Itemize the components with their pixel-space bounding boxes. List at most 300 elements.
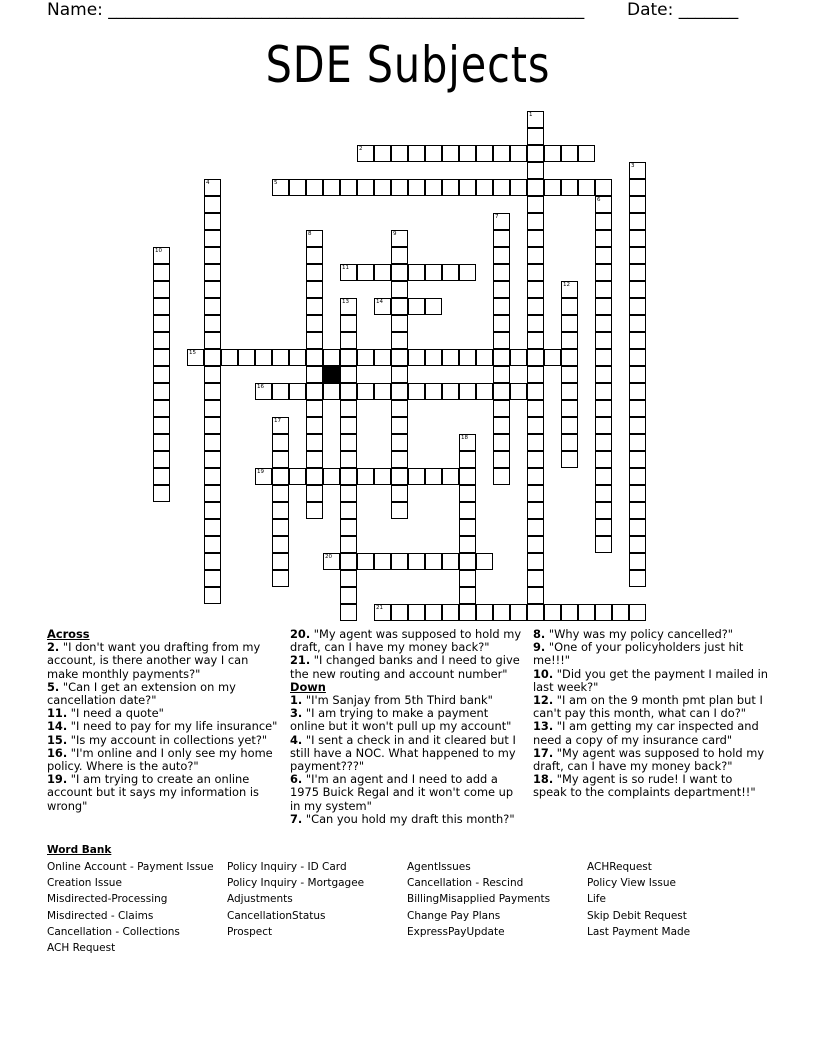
grid-cell[interactable] <box>204 213 221 230</box>
grid-cell[interactable] <box>238 349 255 366</box>
grid-cell[interactable] <box>442 179 459 196</box>
grid-cell[interactable] <box>204 417 221 434</box>
grid-cell[interactable] <box>527 451 544 468</box>
grid-cell[interactable] <box>442 349 459 366</box>
grid-cell[interactable] <box>561 315 578 332</box>
grid-cell[interactable] <box>578 145 595 162</box>
grid-cell[interactable] <box>306 349 323 366</box>
grid-cell[interactable] <box>595 196 612 213</box>
grid-cell[interactable] <box>629 417 646 434</box>
grid-cell[interactable] <box>493 281 510 298</box>
grid-cell[interactable] <box>595 485 612 502</box>
grid-cell[interactable] <box>408 145 425 162</box>
grid-cell[interactable] <box>629 553 646 570</box>
grid-cell[interactable] <box>204 298 221 315</box>
grid-cell[interactable] <box>629 230 646 247</box>
grid-cell[interactable] <box>340 434 357 451</box>
grid-cell[interactable] <box>442 383 459 400</box>
grid-cell[interactable] <box>595 298 612 315</box>
grid-cell[interactable] <box>340 553 357 570</box>
grid-cell[interactable] <box>306 298 323 315</box>
grid-cell[interactable] <box>510 349 527 366</box>
grid-cell[interactable] <box>391 553 408 570</box>
grid-cell[interactable] <box>459 264 476 281</box>
grid-cell[interactable] <box>561 298 578 315</box>
grid-cell[interactable] <box>425 468 442 485</box>
grid-cell[interactable] <box>255 383 272 400</box>
grid-cell[interactable] <box>391 400 408 417</box>
grid-cell[interactable] <box>340 400 357 417</box>
grid-cell[interactable] <box>527 264 544 281</box>
grid-cell[interactable] <box>340 315 357 332</box>
grid-cell[interactable] <box>493 315 510 332</box>
grid-cell[interactable] <box>595 417 612 434</box>
grid-cell[interactable] <box>561 383 578 400</box>
grid-cell[interactable] <box>493 451 510 468</box>
grid-cell[interactable] <box>442 604 459 621</box>
grid-cell[interactable] <box>391 434 408 451</box>
grid-cell[interactable] <box>595 451 612 468</box>
grid-cell[interactable] <box>629 298 646 315</box>
grid-cell[interactable] <box>629 162 646 179</box>
grid-cell[interactable] <box>306 264 323 281</box>
grid-cell[interactable] <box>204 468 221 485</box>
grid-cell[interactable] <box>153 383 170 400</box>
grid-cell[interactable] <box>527 281 544 298</box>
grid-cell[interactable] <box>272 451 289 468</box>
grid-cell[interactable] <box>408 604 425 621</box>
grid-cell[interactable] <box>272 553 289 570</box>
grid-cell[interactable] <box>595 315 612 332</box>
grid-cell[interactable] <box>391 502 408 519</box>
grid-cell[interactable] <box>459 587 476 604</box>
grid-cell[interactable] <box>340 417 357 434</box>
grid-cell[interactable] <box>595 247 612 264</box>
grid-cell[interactable] <box>153 349 170 366</box>
grid-cell[interactable] <box>629 519 646 536</box>
grid-cell[interactable] <box>425 553 442 570</box>
grid-cell[interactable] <box>578 179 595 196</box>
grid-cell[interactable] <box>595 230 612 247</box>
grid-cell[interactable] <box>459 349 476 366</box>
grid-cell[interactable] <box>306 468 323 485</box>
grid-cell[interactable] <box>391 298 408 315</box>
grid-cell[interactable] <box>289 468 306 485</box>
grid-cell[interactable] <box>306 179 323 196</box>
grid-cell[interactable] <box>204 315 221 332</box>
grid-cell[interactable] <box>459 485 476 502</box>
grid-cell[interactable] <box>629 247 646 264</box>
grid-cell[interactable] <box>561 417 578 434</box>
grid-cell[interactable] <box>272 349 289 366</box>
grid-cell[interactable] <box>153 468 170 485</box>
grid-cell[interactable] <box>340 502 357 519</box>
grid-cell[interactable] <box>153 434 170 451</box>
grid-cell[interactable] <box>391 315 408 332</box>
grid-cell[interactable] <box>340 468 357 485</box>
grid-cell[interactable] <box>153 315 170 332</box>
grid-cell[interactable] <box>527 315 544 332</box>
grid-cell[interactable] <box>323 349 340 366</box>
grid-cell[interactable] <box>510 383 527 400</box>
grid-cell[interactable] <box>323 468 340 485</box>
grid-cell[interactable] <box>374 383 391 400</box>
grid-cell[interactable] <box>408 349 425 366</box>
grid-cell[interactable] <box>289 179 306 196</box>
grid-cell[interactable] <box>272 536 289 553</box>
grid-cell[interactable] <box>561 400 578 417</box>
grid-cell[interactable] <box>153 247 170 264</box>
grid-cell[interactable] <box>391 179 408 196</box>
grid-cell[interactable] <box>306 315 323 332</box>
grid-cell[interactable] <box>459 553 476 570</box>
grid-cell[interactable] <box>340 519 357 536</box>
grid-cell[interactable] <box>391 417 408 434</box>
grid-cell[interactable] <box>578 604 595 621</box>
grid-cell[interactable] <box>408 298 425 315</box>
grid-cell[interactable] <box>272 434 289 451</box>
grid-cell[interactable] <box>425 298 442 315</box>
grid-cell[interactable] <box>595 213 612 230</box>
grid-cell[interactable] <box>425 179 442 196</box>
grid-cell[interactable] <box>527 162 544 179</box>
grid-cell[interactable] <box>527 366 544 383</box>
grid-cell[interactable] <box>629 196 646 213</box>
grid-cell[interactable] <box>629 179 646 196</box>
grid-cell[interactable] <box>629 570 646 587</box>
grid-cell[interactable] <box>204 553 221 570</box>
grid-cell[interactable] <box>340 570 357 587</box>
grid-cell[interactable] <box>391 264 408 281</box>
grid-cell[interactable] <box>561 434 578 451</box>
grid-cell[interactable] <box>153 417 170 434</box>
grid-cell[interactable] <box>153 281 170 298</box>
grid-cell[interactable] <box>527 604 544 621</box>
grid-cell[interactable] <box>442 553 459 570</box>
grid-cell[interactable] <box>340 604 357 621</box>
grid-cell[interactable] <box>204 332 221 349</box>
grid-cell[interactable] <box>374 145 391 162</box>
grid-cell[interactable] <box>408 468 425 485</box>
grid-cell[interactable] <box>340 366 357 383</box>
grid-cell[interactable] <box>204 179 221 196</box>
grid-cell[interactable] <box>527 519 544 536</box>
grid-cell[interactable] <box>561 349 578 366</box>
grid-cell[interactable] <box>272 570 289 587</box>
grid-cell[interactable] <box>357 468 374 485</box>
grid-cell[interactable] <box>527 145 544 162</box>
grid-cell[interactable] <box>493 417 510 434</box>
grid-cell[interactable] <box>340 536 357 553</box>
grid-cell[interactable] <box>357 264 374 281</box>
grid-cell[interactable] <box>476 604 493 621</box>
grid-cell[interactable] <box>340 264 357 281</box>
grid-cell[interactable] <box>510 145 527 162</box>
grid-cell[interactable] <box>255 468 272 485</box>
grid-cell[interactable] <box>391 485 408 502</box>
grid-cell[interactable] <box>459 570 476 587</box>
grid-cell[interactable] <box>391 604 408 621</box>
grid-cell[interactable] <box>544 349 561 366</box>
grid-cell[interactable] <box>527 553 544 570</box>
grid-cell[interactable] <box>527 298 544 315</box>
grid-cell[interactable] <box>527 468 544 485</box>
grid-cell[interactable] <box>629 400 646 417</box>
grid-cell[interactable] <box>204 383 221 400</box>
grid-cell[interactable] <box>374 298 391 315</box>
grid-cell[interactable] <box>493 383 510 400</box>
grid-cell[interactable] <box>459 519 476 536</box>
grid-cell[interactable] <box>357 383 374 400</box>
grid-cell[interactable] <box>629 434 646 451</box>
grid-cell[interactable] <box>476 553 493 570</box>
grid-cell[interactable] <box>204 400 221 417</box>
grid-cell[interactable] <box>391 366 408 383</box>
grid-cell[interactable] <box>629 281 646 298</box>
grid-cell[interactable] <box>595 502 612 519</box>
grid-cell[interactable] <box>408 264 425 281</box>
grid-cell[interactable] <box>255 349 272 366</box>
grid-cell[interactable] <box>493 604 510 621</box>
grid-cell[interactable] <box>289 383 306 400</box>
grid-cell[interactable] <box>306 434 323 451</box>
grid-cell[interactable] <box>187 349 204 366</box>
grid-cell[interactable] <box>408 383 425 400</box>
grid-cell[interactable] <box>323 179 340 196</box>
grid-cell[interactable] <box>527 213 544 230</box>
grid-cell[interactable] <box>306 247 323 264</box>
grid-cell[interactable] <box>527 485 544 502</box>
grid-cell[interactable] <box>204 434 221 451</box>
grid-cell[interactable] <box>374 468 391 485</box>
grid-cell[interactable] <box>510 179 527 196</box>
grid-cell[interactable] <box>629 315 646 332</box>
grid-cell[interactable] <box>204 349 221 366</box>
grid-cell[interactable] <box>204 519 221 536</box>
grid-cell[interactable] <box>493 145 510 162</box>
grid-cell[interactable] <box>493 400 510 417</box>
grid-cell[interactable] <box>544 179 561 196</box>
grid-cell[interactable] <box>527 502 544 519</box>
grid-cell[interactable] <box>561 332 578 349</box>
grid-cell[interactable] <box>204 366 221 383</box>
grid-cell[interactable] <box>340 485 357 502</box>
grid-cell[interactable] <box>629 383 646 400</box>
grid-cell[interactable] <box>153 366 170 383</box>
grid-cell[interactable] <box>340 383 357 400</box>
grid-cell[interactable] <box>544 145 561 162</box>
grid-cell[interactable] <box>204 451 221 468</box>
grid-cell[interactable] <box>391 349 408 366</box>
grid-cell[interactable] <box>459 179 476 196</box>
grid-cell[interactable] <box>374 553 391 570</box>
grid-cell[interactable] <box>459 468 476 485</box>
grid-cell[interactable] <box>204 230 221 247</box>
grid-cell[interactable] <box>323 553 340 570</box>
grid-cell[interactable] <box>493 247 510 264</box>
grid-cell[interactable] <box>306 332 323 349</box>
grid-cell[interactable] <box>306 281 323 298</box>
grid-cell[interactable] <box>527 587 544 604</box>
grid-cell[interactable] <box>459 604 476 621</box>
grid-cell[interactable] <box>595 179 612 196</box>
grid-cell[interactable] <box>391 247 408 264</box>
grid-cell[interactable] <box>204 196 221 213</box>
grid-cell[interactable] <box>527 400 544 417</box>
grid-cell[interactable] <box>527 417 544 434</box>
grid-cell[interactable] <box>595 383 612 400</box>
grid-cell[interactable] <box>510 604 527 621</box>
grid-cell[interactable] <box>629 536 646 553</box>
grid-cell[interactable] <box>442 145 459 162</box>
grid-cell[interactable] <box>153 332 170 349</box>
grid-cell[interactable] <box>153 451 170 468</box>
grid-cell[interactable] <box>306 383 323 400</box>
grid-cell[interactable] <box>459 383 476 400</box>
grid-cell[interactable] <box>595 434 612 451</box>
grid-cell[interactable] <box>425 264 442 281</box>
grid-cell[interactable] <box>493 264 510 281</box>
grid-cell[interactable] <box>204 485 221 502</box>
grid-cell[interactable] <box>595 332 612 349</box>
grid-cell[interactable] <box>629 213 646 230</box>
grid-cell[interactable] <box>340 179 357 196</box>
grid-cell[interactable] <box>527 247 544 264</box>
grid-cell[interactable] <box>527 179 544 196</box>
grid-cell[interactable] <box>153 264 170 281</box>
grid-cell[interactable] <box>374 179 391 196</box>
grid-cell[interactable] <box>527 332 544 349</box>
grid-cell[interactable] <box>272 179 289 196</box>
grid-cell[interactable] <box>544 604 561 621</box>
grid-cell[interactable] <box>391 332 408 349</box>
grid-cell[interactable] <box>561 179 578 196</box>
grid-cell[interactable] <box>340 349 357 366</box>
grid-cell[interactable] <box>476 349 493 366</box>
grid-cell[interactable] <box>391 468 408 485</box>
grid-cell[interactable] <box>629 366 646 383</box>
grid-cell[interactable] <box>459 145 476 162</box>
grid-cell[interactable] <box>391 281 408 298</box>
grid-cell[interactable] <box>493 230 510 247</box>
grid-cell[interactable] <box>595 519 612 536</box>
grid-cell[interactable] <box>442 264 459 281</box>
grid-cell[interactable] <box>527 196 544 213</box>
grid-cell[interactable] <box>340 587 357 604</box>
grid-cell[interactable] <box>561 281 578 298</box>
grid-cell[interactable] <box>629 502 646 519</box>
grid-cell[interactable] <box>493 366 510 383</box>
grid-cell[interactable] <box>204 264 221 281</box>
grid-cell[interactable] <box>527 536 544 553</box>
grid-cell[interactable] <box>476 179 493 196</box>
grid-cell[interactable] <box>374 349 391 366</box>
grid-cell[interactable] <box>272 485 289 502</box>
grid-cell[interactable] <box>595 536 612 553</box>
grid-cell[interactable] <box>204 281 221 298</box>
grid-cell[interactable] <box>595 400 612 417</box>
grid-cell[interactable] <box>595 468 612 485</box>
grid-cell[interactable] <box>425 604 442 621</box>
grid-cell[interactable] <box>629 485 646 502</box>
grid-cell[interactable] <box>595 264 612 281</box>
grid-cell[interactable] <box>391 383 408 400</box>
grid-cell[interactable] <box>527 434 544 451</box>
grid-cell[interactable] <box>357 145 374 162</box>
grid-cell[interactable] <box>561 145 578 162</box>
grid-cell[interactable] <box>272 417 289 434</box>
grid-cell[interactable] <box>595 366 612 383</box>
grid-cell[interactable] <box>153 485 170 502</box>
grid-cell[interactable] <box>374 264 391 281</box>
grid-cell[interactable] <box>357 179 374 196</box>
grid-cell[interactable] <box>459 451 476 468</box>
grid-cell[interactable] <box>306 485 323 502</box>
grid-cell[interactable] <box>306 230 323 247</box>
grid-cell[interactable] <box>408 179 425 196</box>
grid-cell[interactable] <box>340 298 357 315</box>
grid-cell[interactable] <box>493 434 510 451</box>
grid-cell[interactable] <box>493 468 510 485</box>
grid-cell[interactable] <box>289 349 306 366</box>
grid-cell[interactable] <box>391 145 408 162</box>
grid-cell[interactable] <box>374 604 391 621</box>
grid-cell[interactable] <box>306 400 323 417</box>
grid-cell[interactable] <box>153 400 170 417</box>
grid-cell[interactable] <box>425 383 442 400</box>
grid-cell[interactable] <box>459 434 476 451</box>
grid-cell[interactable] <box>527 128 544 145</box>
grid-cell[interactable] <box>357 349 374 366</box>
grid-cell[interactable] <box>493 179 510 196</box>
grid-cell[interactable] <box>612 604 629 621</box>
grid-cell[interactable] <box>323 383 340 400</box>
grid-cell[interactable] <box>629 264 646 281</box>
grid-cell[interactable] <box>561 366 578 383</box>
grid-cell[interactable] <box>459 536 476 553</box>
grid-cell[interactable] <box>629 332 646 349</box>
grid-cell[interactable] <box>476 145 493 162</box>
grid-cell[interactable] <box>442 468 459 485</box>
grid-cell[interactable] <box>629 349 646 366</box>
grid-cell[interactable] <box>493 349 510 366</box>
grid-cell[interactable] <box>391 230 408 247</box>
grid-cell[interactable] <box>561 604 578 621</box>
grid-cell[interactable] <box>408 553 425 570</box>
grid-cell[interactable] <box>493 332 510 349</box>
grid-cell[interactable] <box>221 349 238 366</box>
grid-cell[interactable] <box>306 451 323 468</box>
grid-cell[interactable] <box>204 536 221 553</box>
grid-cell[interactable] <box>340 332 357 349</box>
grid-cell[interactable] <box>629 604 646 621</box>
grid-cell[interactable] <box>340 451 357 468</box>
grid-cell[interactable] <box>272 519 289 536</box>
grid-cell[interactable] <box>306 417 323 434</box>
grid-cell[interactable] <box>527 230 544 247</box>
grid-cell[interactable] <box>204 570 221 587</box>
grid-cell[interactable] <box>425 349 442 366</box>
grid-cell[interactable] <box>204 502 221 519</box>
grid-cell[interactable] <box>561 451 578 468</box>
grid-cell[interactable] <box>306 502 323 519</box>
grid-cell[interactable] <box>527 349 544 366</box>
grid-cell[interactable] <box>629 451 646 468</box>
grid-cell[interactable] <box>527 111 544 128</box>
grid-cell[interactable] <box>357 553 374 570</box>
grid-cell[interactable] <box>527 570 544 587</box>
grid-cell[interactable] <box>595 281 612 298</box>
